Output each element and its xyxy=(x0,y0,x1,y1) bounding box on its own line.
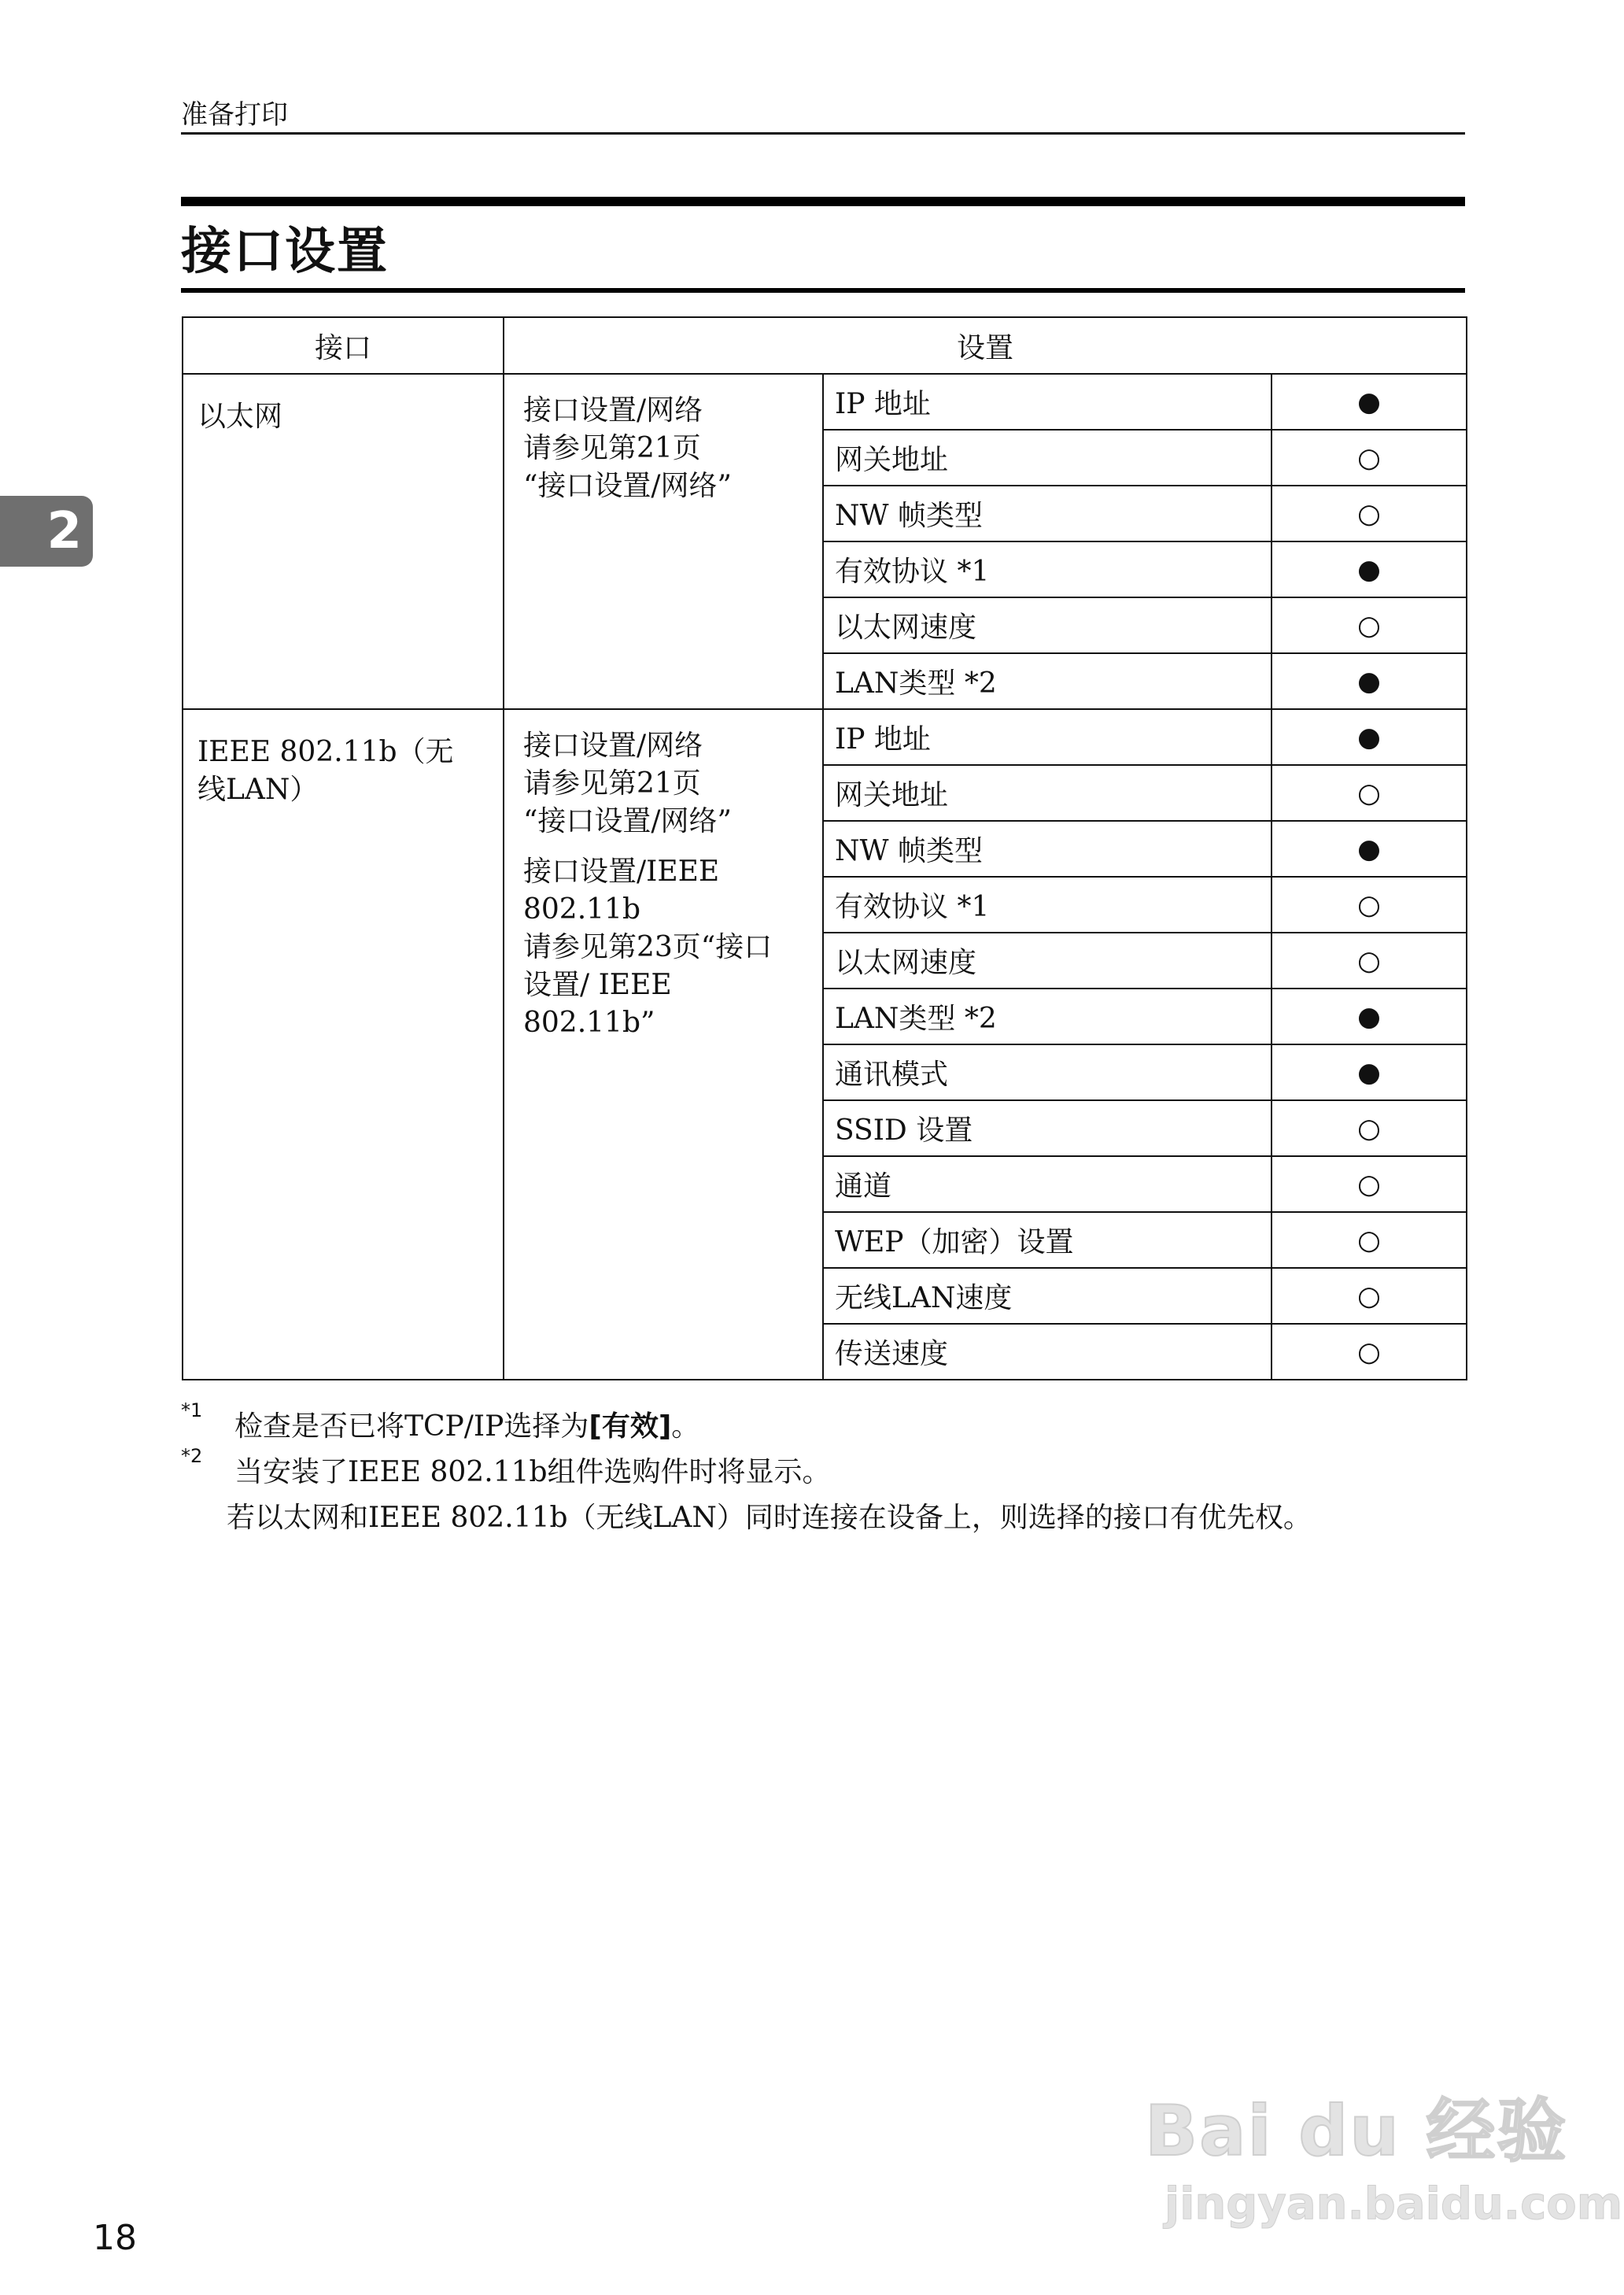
running-header: 准备打印 xyxy=(181,99,288,131)
setting-item: NW 帧类型 xyxy=(823,486,1272,541)
table-row xyxy=(183,709,1467,765)
title-bar xyxy=(181,197,1465,206)
interface-cell xyxy=(183,709,504,1380)
footnote-text: 检查是否已将TCP/IP选择为 xyxy=(234,1410,589,1443)
page-title: 接口设置 xyxy=(181,222,389,281)
setting-availability-mark: ● xyxy=(1272,374,1467,430)
reference-block xyxy=(504,841,822,1042)
interface-name: 以太网 xyxy=(197,401,283,433)
setting-availability-mark: ○ xyxy=(1272,1212,1467,1268)
reference-line: 接口设置/网络 xyxy=(523,394,703,427)
setting-availability-mark: ● xyxy=(1272,1044,1467,1100)
setting-item: 以太网速度 xyxy=(823,933,1272,989)
reference-cell xyxy=(504,374,823,709)
setting-availability-mark: ● xyxy=(1272,821,1467,877)
reference-line: 请参见第21页 xyxy=(523,432,701,464)
setting-availability-mark: ○ xyxy=(1272,1268,1467,1324)
reference-line: “接口设置/网络” xyxy=(523,470,732,502)
setting-item: 有效协议 *1 xyxy=(823,877,1272,933)
setting-availability-mark: ○ xyxy=(1272,1324,1467,1380)
table-header-row xyxy=(183,317,1467,374)
setting-item: 网关地址 xyxy=(823,765,1272,821)
setting-availability-mark: ● xyxy=(1272,541,1467,597)
setting-availability-mark: ○ xyxy=(1272,1100,1467,1156)
reference-line: 接口设置/IEEE xyxy=(523,856,720,888)
setting-availability-mark: ○ xyxy=(1272,597,1467,653)
setting-availability-mark: ● xyxy=(1272,989,1467,1044)
setting-item: 通讯模式 xyxy=(823,1044,1272,1100)
interface-cell xyxy=(183,374,504,709)
setting-item: WEP（加密）设置 xyxy=(823,1212,1272,1268)
header-rule xyxy=(181,132,1465,135)
reference-block xyxy=(504,710,822,841)
watermark-url: jingyan.baidu.com xyxy=(1164,2179,1623,2230)
reference-line: 请参见第21页 xyxy=(523,767,701,800)
table-row xyxy=(183,374,1467,430)
column-header-interface: 接口 xyxy=(183,317,504,374)
setting-item: 以太网速度 xyxy=(823,597,1272,653)
footnote-marker: *1 xyxy=(181,1399,203,1421)
setting-availability-mark: ○ xyxy=(1272,486,1467,541)
setting-item: 通道 xyxy=(823,1156,1272,1212)
footnote-emphasis: [有效] xyxy=(589,1410,672,1443)
setting-item: 无线LAN速度 xyxy=(823,1268,1272,1324)
interface-name-line: IEEE 802.11b（无 xyxy=(197,736,454,768)
reference-cell xyxy=(504,709,823,1380)
setting-availability-mark: ○ xyxy=(1272,430,1467,486)
footnote-text-end: 。 xyxy=(671,1410,700,1443)
footnote-2 xyxy=(181,1445,831,1488)
setting-availability-mark: ● xyxy=(1272,653,1467,709)
reference-line: 请参见第23页“接口 xyxy=(523,931,773,963)
reference-block xyxy=(504,375,822,505)
interface-settings-table xyxy=(182,316,1467,1380)
setting-item: 网关地址 xyxy=(823,430,1272,486)
setting-item: 有效协议 *1 xyxy=(823,541,1272,597)
footnote-1 xyxy=(181,1399,700,1443)
setting-item: NW 帧类型 xyxy=(823,821,1272,877)
setting-availability-mark: ○ xyxy=(1272,765,1467,821)
setting-item: IP 地址 xyxy=(823,374,1272,430)
footnote-marker: *2 xyxy=(181,1445,203,1467)
footnote-continuation: 若以太网和IEEE 802.11b（无线LAN）同时连接在设备上，则选择的接口有优先权。 xyxy=(227,1502,1312,1534)
interface-name-line: 线LAN） xyxy=(197,774,319,806)
reference-line: “接口设置/网络” xyxy=(523,805,732,837)
page-number: 18 xyxy=(93,2218,137,2258)
setting-item: LAN类型 *2 xyxy=(823,653,1272,709)
reference-line: 接口设置/网络 xyxy=(523,730,703,762)
chapter-tab: 2 xyxy=(0,496,93,567)
setting-availability-mark: ● xyxy=(1272,709,1467,765)
setting-item: LAN类型 *2 xyxy=(823,989,1272,1044)
column-header-settings: 设置 xyxy=(504,317,1467,374)
setting-item: IP 地址 xyxy=(823,709,1272,765)
table-body xyxy=(183,317,1467,1380)
watermark-logo: Bai du 经验 xyxy=(1145,2090,1568,2171)
setting-availability-mark: ○ xyxy=(1272,933,1467,989)
setting-item: 传送速度 xyxy=(823,1324,1272,1380)
setting-availability-mark: ○ xyxy=(1272,1156,1467,1212)
reference-line: 设置/ IEEE 802.11b” xyxy=(523,969,672,1039)
reference-line: 802.11b xyxy=(523,893,641,926)
footnote-text: 当安装了IEEE 802.11b组件选购件时将显示。 xyxy=(234,1456,831,1488)
setting-availability-mark: ○ xyxy=(1272,877,1467,933)
setting-item: SSID 设置 xyxy=(823,1100,1272,1156)
title-underline xyxy=(181,288,1465,293)
